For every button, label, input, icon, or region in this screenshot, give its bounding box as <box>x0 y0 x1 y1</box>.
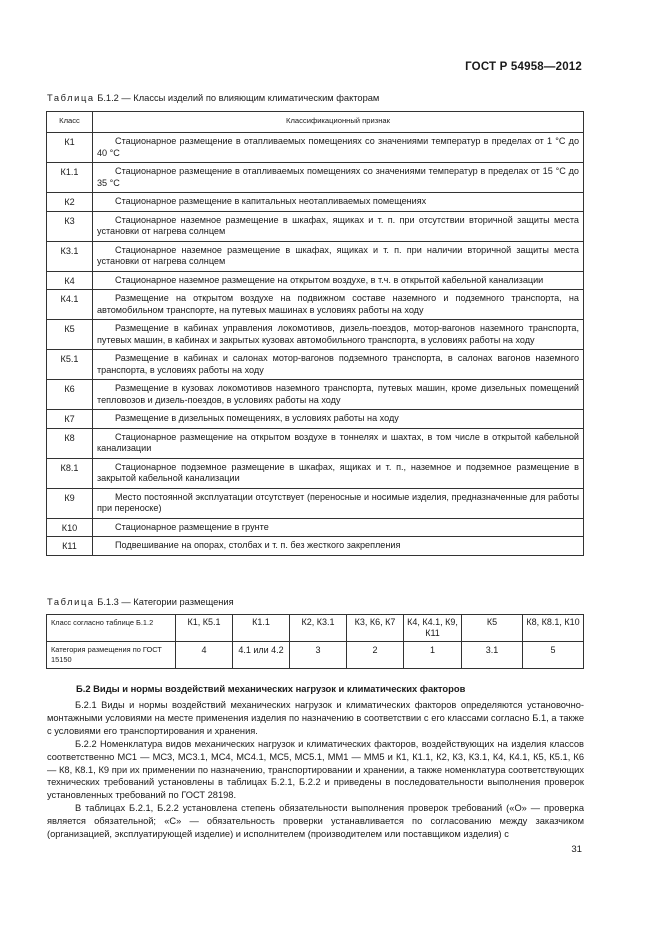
description-text: Размещение в кабинах и салонах мотор-вагонов подземного транспорта, в салонах вагонов наземного транспорта, в условиях работы на ходу <box>97 353 579 375</box>
caption-text: Б.1.3 — Категории размещения <box>94 597 234 607</box>
description-cell <box>93 320 584 350</box>
description-text: Стационарное размещение на открытом воздухе в тоннелях и шахтах, в том числе в открытой кабельной канализации <box>97 431 579 453</box>
description-cell <box>93 193 584 212</box>
description-cell <box>93 290 584 320</box>
category-value-cell: 3.1 <box>462 642 523 669</box>
description-text: Стационарное наземное размещение на открытом воздухе, в т.ч. в открытой кабельной канализации <box>115 274 544 285</box>
table-placement-categories <box>46 614 584 669</box>
caption-text: Б.1.2 — Классы изделий по влияющим климатическим факторам <box>94 93 380 103</box>
description-cell <box>93 350 584 380</box>
description-cell <box>93 428 584 458</box>
section-body <box>47 699 584 841</box>
document-code: ГОСТ Р 54958—2012 <box>465 61 582 73</box>
table-row <box>47 537 584 556</box>
table-row <box>47 133 584 163</box>
description-text: Стационарное размещение в отапливаемых помещениях со значениями температур в пределах от 15 °С до 35 °С <box>97 166 579 188</box>
class-cell: К8.1 <box>47 458 93 488</box>
description-text: Размещение на открытом воздухе на подвижном составе наземного и подземного транспорта, на автомобильном транспорте, на путевых машинах в условиях работы на ходу <box>97 293 579 315</box>
row-label-category: Категория размещения по ГОСТ 15150 <box>47 642 176 669</box>
caption-prefix: Таблица <box>47 597 95 607</box>
category-value-cell: 4 <box>176 642 233 669</box>
description-text: Место постоянной эксплуатации отсутствует (переносные и носимые изделия, предназначенные для работы при переноске) <box>97 491 579 513</box>
description-cell <box>93 518 584 537</box>
description-cell <box>93 271 584 290</box>
paragraph: Б.2.1 Виды и нормы воздействий механических нагрузок и климатических факторов определяются установочно-монтажными условиями на месте применения изделия по назначению в соответствии с его классами согласно Б.1, а также с условиями его транспортирования и хранения. <box>47 700 584 736</box>
description-cell <box>93 241 584 271</box>
class-value-cell: К4, К4.1, К9, К11 <box>404 615 462 642</box>
description-text: Стационарное подземное размещение в шкафах, ящиках и т. п., наземное и подземное размещение в закрытой кабельной канализации <box>97 461 579 483</box>
class-value-cell: К2, К3.1 <box>290 615 347 642</box>
class-cell: К1 <box>47 133 93 163</box>
description-text: Размещение в дизельных помещениях, в условиях работы на ходу <box>115 413 399 423</box>
category-value-cell: 1 <box>404 642 462 669</box>
description-cell <box>93 488 584 518</box>
class-cell: К2 <box>47 193 93 212</box>
table-row <box>47 380 584 410</box>
description-text: Размещение в кузовах локомотивов наземного транспорта, путевых машин, кроме дизельных помещений тепловозов и дизель-поездов, в условиях работы на ходу <box>97 383 579 405</box>
table-header-row <box>47 112 584 133</box>
description-text: Стационарное размещение в отапливаемых помещениях со значениями температур в пределах от 1 °С до 40 °С <box>97 136 579 158</box>
table-row <box>47 193 584 212</box>
class-value-cell: К1, К5.1 <box>176 615 233 642</box>
table-row <box>47 271 584 290</box>
class-cell: К8 <box>47 428 93 458</box>
description-text: Стационарное наземное размещение в шкафах, ящиках и т. п. при отсутствии вторичной защиты места установки от нагрева солнцем <box>97 214 579 236</box>
page-number: 31 <box>571 844 582 855</box>
table-row <box>47 488 584 518</box>
table-b13-caption <box>47 597 234 607</box>
table-row-classes <box>47 615 584 642</box>
class-value-cell: К3, К6, К7 <box>347 615 404 642</box>
class-value-cell: К8, К8.1, К10 <box>523 615 584 642</box>
table-row <box>47 320 584 350</box>
table-row <box>47 163 584 193</box>
class-value-cell: К1.1 <box>233 615 290 642</box>
caption-prefix: Таблица <box>47 93 95 103</box>
class-cell: К10 <box>47 518 93 537</box>
description-cell <box>93 133 584 163</box>
class-cell: К5.1 <box>47 350 93 380</box>
description-text: Стационарное наземное размещение в шкафах, ящиках и т. п. при наличии вторичной защиты места установки от нагрева солнцем <box>97 244 579 266</box>
table-row <box>47 241 584 271</box>
description-cell <box>93 458 584 488</box>
class-cell: К4 <box>47 271 93 290</box>
class-value-cell: К5 <box>462 615 523 642</box>
class-cell: К3 <box>47 211 93 241</box>
class-cell: К9 <box>47 488 93 518</box>
description-text: Подвешивание на опорах, столбах и т. п. без жесткого закрепления <box>115 540 401 550</box>
table-row <box>47 518 584 537</box>
description-cell <box>93 410 584 429</box>
table-row <box>47 428 584 458</box>
class-cell: К5 <box>47 320 93 350</box>
description-cell <box>93 537 584 556</box>
description-text: Размещение в кабинах управления локомотивов, дизель-поездов, мотор-вагонов наземного транспорта, путевых машин, в кабинах и закрытых кузовах автомобильного транспорта, в условиях работы на ходу <box>97 323 579 345</box>
description-cell <box>93 380 584 410</box>
column-header-class: Класс <box>47 112 93 133</box>
description-text: Стационарное размещение в грунте <box>115 521 269 532</box>
table-row-categories <box>47 642 584 669</box>
category-value-cell: 4.1 или 4.2 <box>233 642 290 669</box>
class-cell: К1.1 <box>47 163 93 193</box>
paragraph: Б.2.2 Номенклатура видов механических нагрузок и климатических факторов, воздействующих на изделия классов соответственно МС1 — МС3, МС3.1, МС4, МС4.1, МС5, МС5.1, ММ1 — ММ5 и К1, К1.1, К2, К3, К3.1, К4, К4.1, К5, К5.1, К6 — К8, К8.1, К9 при их применении по назначению, транспортировании и хранении, а также номенклатура соответствующих технических требований установлены в таблицах Б.2.1, Б.2.2 и приведены в последовательности выполнения проверок установленных требований по ГОСТ 28198. <box>47 738 584 801</box>
paragraph: В таблицах Б.2.1, Б.2.2 установлена степень обязательности выполнения проверок требований («О» — проверка является обязательной; «С» — обязательность проверки устанавливается по согласованию между заказчиком (организацией, эксплуатирующей изделие) и исполнителем (производителем или поставщиком изделия) с <box>47 803 584 840</box>
category-value-cell: 5 <box>523 642 584 669</box>
class-cell: К11 <box>47 537 93 556</box>
table-climatic-classes <box>46 111 584 556</box>
table-row <box>47 410 584 429</box>
table-row <box>47 458 584 488</box>
description-text: Стационарное размещение в капитальных неотапливаемых помещениях <box>115 196 427 206</box>
table-row <box>47 211 584 241</box>
class-cell: К7 <box>47 410 93 429</box>
table-b12-caption <box>47 93 379 103</box>
class-cell: К6 <box>47 380 93 410</box>
class-cell: К3.1 <box>47 241 93 271</box>
table-row <box>47 290 584 320</box>
category-value-cell: 3 <box>290 642 347 669</box>
section-title: Б.2 Виды и нормы воздействий механических нагрузок и климатических факторов <box>76 683 466 694</box>
description-cell <box>93 211 584 241</box>
description-cell <box>93 163 584 193</box>
class-cell: К4.1 <box>47 290 93 320</box>
column-header-sign: Классификационный признак <box>93 112 584 133</box>
category-value-cell: 2 <box>347 642 404 669</box>
table-row <box>47 350 584 380</box>
row-label-class: Класс согласно таблице Б.1.2 <box>47 615 176 642</box>
